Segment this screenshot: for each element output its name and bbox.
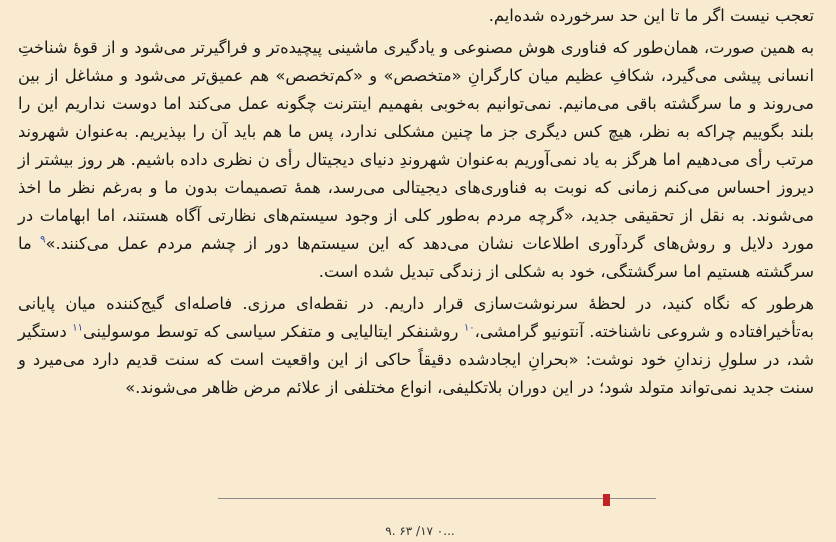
- line: نوشت: «بحرانِ ایجادشده دقیقاً حاکی از این واقعیت است که سنت قدیم دارد می‌میرد و سنت جدید نمی‌تواند متولد شود؛ در این: [18, 350, 814, 397]
- paragraph-1: [18, 2, 814, 30]
- body-text: [18, 2, 814, 406]
- line: به همین صورت، همان‌طور که فناوری هوش مصنوعی و یادگیری ماشینی پیچیده‌تر و فراگیرتر می‌شود و از قوهٔ شناختِ انسانی: [18, 38, 814, 85]
- line: هیچ کس دیگری جز ما چنین مشکلی ندارد، پس ما هم باید آن را بپذیریم. به‌عنوان شهروند مرتب رأی می‌دهیم اما هرگز به یاد: [18, 122, 814, 169]
- line: هرطور که نگاه کنید، در لحظهٔ سرنوشت‌سازی قرار داریم. در نقطه‌ای مرزی. فاصله‌ای گیج‌کننده میان پایانی به‌تأخیرافتاده و: [18, 294, 814, 341]
- paragraph-3: [18, 290, 814, 402]
- footnote-divider: [218, 498, 656, 499]
- paragraph-2: [18, 34, 814, 286]
- bookmark-marker-icon[interactable]: [603, 494, 610, 506]
- footnote-ref[interactable]: ۹: [40, 234, 46, 246]
- line: سرگشته باقی می‌مانیم. نمی‌توانیم به‌خوبی بفهمیم اینترنت چگونه عمل می‌کند اما دوست نداریم این را بلند بگوییم چراکه به نظر،: [18, 94, 815, 141]
- line: فناوری‌های دیجیتالی می‌رسد، همهٔ تصمیمات بدون ما و به‌رغم نظر ما اخذ می‌شوند. به نقل از تحقیقی جدید، «گرچه مردم: [18, 178, 814, 225]
- line: پیشی می‌گیرد، شکافِ عظیم میان کارگرانِ «متخصص» و «کم‌تخصص» هم عمیق‌تر می‌شود و مشاغل از بین می‌روند و ما: [18, 66, 814, 113]
- line: این سیستم‌ها دور از چشم مردم عمل می‌کنند.»$^۹$ ما سرگشته هستیم اما سرگشتگی، خود به شکلی از زندگی تبدیل شده است.: [18, 234, 814, 281]
- line: نمی‌آوریم به‌عنوان شهروندِ دنیای دیجیتال رأی ن نظری داده باشیم. هر روز بیشتر از دیروز احساس می‌کنم زمانی که نوبت به: [18, 150, 814, 197]
- footnote-start: ۹. ۶۳ /۱۷ ۰...: [385, 524, 455, 538]
- footnote-ref[interactable]: ۱۱: [72, 322, 83, 334]
- line: شروعی ناشناخته. آنتونیو گرامشی،$^{۱۰}$ روشنفکر ایتالیایی و متفکر سیاسی که توسط موسولینی$^{۱۱}$ دستگیر شد، در سلولِ زندانِ خود: [18, 322, 814, 369]
- line: تعجب نیست اگر ما تا این حد سرخورده شده‌ایم.: [488, 6, 814, 25]
- line: دوران بلاتکلیفی، انواع مختلفی از علائم مرض ظاهر می‌شوند.»: [125, 378, 547, 397]
- footnote-ref[interactable]: ۱۰: [463, 322, 475, 334]
- line: به‌طور کلی از وجود سیستم‌های نظارتی آگاه هستند، اما ابهامات در مورد دلایل و روش‌های گردآوری اطلاعات نشان می‌دهد که: [18, 206, 814, 253]
